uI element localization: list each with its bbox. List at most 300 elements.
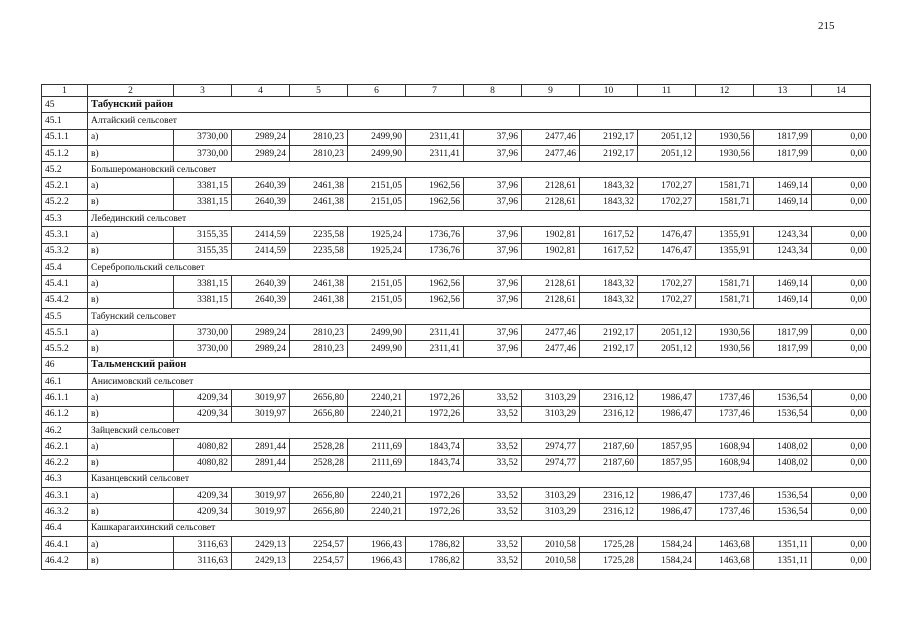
value-cell: 2316,12 [580,390,638,406]
value-cell: 2414,59 [232,243,290,259]
value-cell: 1351,11 [754,537,812,553]
value-cell: 37,96 [464,145,522,161]
value-cell: 3019,97 [232,488,290,504]
value-cell: 1930,56 [696,325,754,341]
value-cell: 1243,34 [754,243,812,259]
value-cell: 1817,99 [754,325,812,341]
value-cell: 2051,12 [638,145,696,161]
value-cell: 1608,94 [696,439,754,455]
row-code: 45.5 [42,308,88,324]
value-cell: 4209,34 [174,488,232,504]
value-cell: 1469,14 [754,194,812,210]
value-cell: 1702,27 [638,276,696,292]
council-row [42,422,871,438]
row-label: а) [88,390,174,406]
column-header-13: 13 [754,85,812,97]
value-cell: 2254,57 [290,537,348,553]
value-cell: 0,00 [812,439,871,455]
row-code: 46.1.2 [42,406,88,422]
table-row [42,276,871,292]
table-row [42,553,871,569]
value-cell: 2499,90 [348,325,406,341]
value-cell: 1581,71 [696,178,754,194]
value-cell: 37,96 [464,178,522,194]
value-cell: 2311,41 [406,129,464,145]
value-cell: 0,00 [812,292,871,308]
value-cell: 2235,58 [290,243,348,259]
council-row [42,113,871,129]
value-cell: 2499,90 [348,145,406,161]
value-cell: 3730,00 [174,325,232,341]
table-row [42,439,871,455]
value-cell: 3103,29 [522,488,580,504]
value-cell: 2810,23 [290,145,348,161]
value-cell: 1786,82 [406,537,464,553]
value-cell: 1972,26 [406,390,464,406]
value-cell: 33,52 [464,537,522,553]
council-row [42,211,871,227]
value-cell: 2316,12 [580,504,638,520]
district-name: Тальменский район [88,357,871,373]
column-header-3: 3 [174,85,232,97]
value-cell: 3019,97 [232,504,290,520]
header-row [42,85,871,97]
value-cell: 0,00 [812,325,871,341]
value-cell: 2477,46 [522,341,580,357]
column-header-7: 7 [406,85,464,97]
value-cell: 33,52 [464,455,522,471]
value-cell: 0,00 [812,341,871,357]
row-label: в) [88,406,174,422]
value-cell: 0,00 [812,276,871,292]
value-cell: 2311,41 [406,325,464,341]
value-cell: 1972,26 [406,406,464,422]
value-cell: 1581,71 [696,292,754,308]
value-cell: 2010,58 [522,553,580,569]
value-cell: 2640,39 [232,276,290,292]
value-cell: 37,96 [464,194,522,210]
value-cell: 1463,68 [696,553,754,569]
value-cell: 1736,76 [406,227,464,243]
value-cell: 2187,60 [580,455,638,471]
value-cell: 2051,12 [638,325,696,341]
value-cell: 1857,95 [638,455,696,471]
value-cell: 1536,54 [754,488,812,504]
council-name: Зайцевский сельсовет [88,422,871,438]
value-cell: 1617,52 [580,243,638,259]
value-cell: 1355,91 [696,243,754,259]
row-label: а) [88,439,174,455]
value-cell: 2810,23 [290,325,348,341]
value-cell: 1817,99 [754,129,812,145]
value-cell: 2128,61 [522,178,580,194]
table-row [42,243,871,259]
value-cell: 2499,90 [348,341,406,357]
row-code: 46.3.1 [42,488,88,504]
value-cell: 1786,82 [406,553,464,569]
value-cell: 1617,52 [580,227,638,243]
council-name: Большеромановский сельсовет [88,162,871,178]
value-cell: 33,52 [464,553,522,569]
value-cell: 1843,74 [406,439,464,455]
row-label: в) [88,292,174,308]
value-cell: 2989,24 [232,145,290,161]
row-code: 46.2 [42,422,88,438]
column-header-1: 1 [42,85,88,97]
row-label: а) [88,178,174,194]
value-cell: 1902,81 [522,227,580,243]
table-row [42,178,871,194]
value-cell: 2316,12 [580,406,638,422]
table-row [42,227,871,243]
value-cell: 2151,05 [348,276,406,292]
table-row [42,390,871,406]
value-cell: 4209,34 [174,406,232,422]
value-cell: 2051,12 [638,341,696,357]
value-cell: 3019,97 [232,390,290,406]
column-header-8: 8 [464,85,522,97]
row-code: 46.3.2 [42,504,88,520]
value-cell: 2477,46 [522,145,580,161]
value-cell: 2656,80 [290,488,348,504]
value-cell: 1408,02 [754,455,812,471]
value-cell: 3103,29 [522,504,580,520]
value-cell: 4080,82 [174,439,232,455]
value-cell: 1857,95 [638,439,696,455]
value-cell: 2151,05 [348,178,406,194]
row-label: а) [88,276,174,292]
value-cell: 1355,91 [696,227,754,243]
row-label: в) [88,455,174,471]
council-name: Лебединский сельсовет [88,211,871,227]
row-code: 45.4.1 [42,276,88,292]
value-cell: 1469,14 [754,178,812,194]
value-cell: 0,00 [812,194,871,210]
value-cell: 0,00 [812,455,871,471]
value-cell: 2151,05 [348,292,406,308]
value-cell: 2477,46 [522,325,580,341]
value-cell: 2989,24 [232,129,290,145]
column-header-5: 5 [290,85,348,97]
council-name: Серебропольский сельсовет [88,259,871,275]
value-cell: 2810,23 [290,129,348,145]
value-cell: 3155,35 [174,243,232,259]
value-cell: 0,00 [812,504,871,520]
column-header-11: 11 [638,85,696,97]
value-cell: 1737,46 [696,488,754,504]
council-name: Кашкарагаихинский сельсовет [88,520,871,536]
value-cell: 2891,44 [232,439,290,455]
value-cell: 0,00 [812,227,871,243]
value-cell: 1986,47 [638,406,696,422]
value-cell: 1925,24 [348,243,406,259]
value-cell: 2235,58 [290,227,348,243]
value-cell: 1930,56 [696,129,754,145]
council-name: Анисимовский сельсовет [88,374,871,390]
column-header-2: 2 [88,85,174,97]
value-cell: 3730,00 [174,129,232,145]
row-code: 45.3.2 [42,243,88,259]
value-cell: 0,00 [812,390,871,406]
value-cell: 0,00 [812,178,871,194]
value-cell: 0,00 [812,553,871,569]
value-cell: 2128,61 [522,276,580,292]
value-cell: 1817,99 [754,341,812,357]
value-cell: 2151,05 [348,194,406,210]
council-name: Казанцевский сельсовет [88,471,871,487]
value-cell: 1817,99 [754,145,812,161]
row-code: 45.4 [42,259,88,275]
value-cell: 37,96 [464,341,522,357]
row-label: в) [88,145,174,161]
value-cell: 1736,76 [406,243,464,259]
value-cell: 2010,58 [522,537,580,553]
council-name: Табунский сельсовет [88,308,871,324]
value-cell: 2656,80 [290,406,348,422]
value-cell: 1581,71 [696,276,754,292]
value-cell: 33,52 [464,390,522,406]
value-cell: 1584,24 [638,553,696,569]
value-cell: 2311,41 [406,341,464,357]
value-cell: 1608,94 [696,455,754,471]
council-row [42,374,871,390]
value-cell: 1843,74 [406,455,464,471]
value-cell: 2477,46 [522,129,580,145]
row-code: 46.2.2 [42,455,88,471]
council-row [42,308,871,324]
row-label: в) [88,553,174,569]
value-cell: 1925,24 [348,227,406,243]
value-cell: 4209,34 [174,390,232,406]
value-cell: 1966,43 [348,553,406,569]
value-cell: 3116,63 [174,553,232,569]
row-code: 45 [42,97,88,113]
value-cell: 2311,41 [406,145,464,161]
value-cell: 1536,54 [754,504,812,520]
value-cell: 1702,27 [638,194,696,210]
row-code: 46.1.1 [42,390,88,406]
value-cell: 2187,60 [580,439,638,455]
value-cell: 1986,47 [638,504,696,520]
row-label: а) [88,129,174,145]
value-cell: 2240,21 [348,504,406,520]
column-header-4: 4 [232,85,290,97]
row-code: 45.3 [42,211,88,227]
value-cell: 1737,46 [696,406,754,422]
table-row [42,292,871,308]
row-code: 45.2.2 [42,194,88,210]
value-cell: 2254,57 [290,553,348,569]
value-cell: 1966,43 [348,537,406,553]
value-cell: 0,00 [812,243,871,259]
value-cell: 3103,29 [522,406,580,422]
value-cell: 2989,24 [232,341,290,357]
value-cell: 1463,68 [696,537,754,553]
value-cell: 37,96 [464,243,522,259]
council-row [42,471,871,487]
value-cell: 2461,38 [290,276,348,292]
row-label: а) [88,488,174,504]
value-cell: 1469,14 [754,276,812,292]
row-code: 46.4.1 [42,537,88,553]
row-label: а) [88,325,174,341]
row-code: 45.5.2 [42,341,88,357]
value-cell: 0,00 [812,129,871,145]
row-code: 46.1 [42,374,88,390]
value-cell: 3381,15 [174,292,232,308]
value-cell: 2111,69 [348,455,406,471]
value-cell: 2128,61 [522,194,580,210]
value-cell: 0,00 [812,145,871,161]
value-cell: 3381,15 [174,276,232,292]
row-code: 45.1.1 [42,129,88,145]
value-cell: 37,96 [464,292,522,308]
table-row [42,341,871,357]
value-cell: 1843,32 [580,276,638,292]
row-label: а) [88,537,174,553]
value-cell: 3155,35 [174,227,232,243]
value-cell: 2192,17 [580,341,638,357]
value-cell: 3103,29 [522,390,580,406]
value-cell: 2891,44 [232,455,290,471]
value-cell: 1930,56 [696,145,754,161]
value-cell: 2192,17 [580,145,638,161]
value-cell: 2461,38 [290,194,348,210]
row-code: 45.2 [42,162,88,178]
value-cell: 2974,77 [522,439,580,455]
value-cell: 4209,34 [174,504,232,520]
row-code: 45.1 [42,113,88,129]
value-cell: 1725,28 [580,553,638,569]
value-cell: 1408,02 [754,439,812,455]
value-cell: 1972,26 [406,504,464,520]
value-cell: 2240,21 [348,488,406,504]
value-cell: 2429,13 [232,537,290,553]
value-cell: 2640,39 [232,194,290,210]
table-row [42,145,871,161]
value-cell: 33,52 [464,406,522,422]
row-code: 45.3.1 [42,227,88,243]
column-header-10: 10 [580,85,638,97]
value-cell: 1843,32 [580,178,638,194]
value-cell: 37,96 [464,276,522,292]
value-cell: 3730,00 [174,145,232,161]
value-cell: 1962,56 [406,178,464,194]
value-cell: 1972,26 [406,488,464,504]
row-label: в) [88,243,174,259]
table-row [42,194,871,210]
value-cell: 2461,38 [290,292,348,308]
value-cell: 2111,69 [348,439,406,455]
row-code: 45.5.1 [42,325,88,341]
value-cell: 2051,12 [638,129,696,145]
value-cell: 1902,81 [522,243,580,259]
value-cell: 2640,39 [232,292,290,308]
value-cell: 33,52 [464,504,522,520]
value-cell: 3019,97 [232,406,290,422]
tariff-table [41,84,871,570]
value-cell: 1737,46 [696,390,754,406]
value-cell: 2192,17 [580,325,638,341]
value-cell: 1536,54 [754,406,812,422]
value-cell: 1476,47 [638,227,696,243]
row-code: 45.2.1 [42,178,88,194]
value-cell: 1476,47 [638,243,696,259]
value-cell: 1986,47 [638,488,696,504]
value-cell: 2429,13 [232,553,290,569]
row-label: в) [88,504,174,520]
value-cell: 33,52 [464,488,522,504]
value-cell: 1843,32 [580,292,638,308]
page-number: 215 [818,20,835,32]
value-cell: 2461,38 [290,178,348,194]
value-cell: 2656,80 [290,390,348,406]
value-cell: 3381,15 [174,194,232,210]
column-header-6: 6 [348,85,406,97]
value-cell: 2640,39 [232,178,290,194]
value-cell: 1702,27 [638,292,696,308]
table-row [42,488,871,504]
value-cell: 37,96 [464,129,522,145]
value-cell: 3116,63 [174,537,232,553]
value-cell: 1243,34 [754,227,812,243]
value-cell: 2240,21 [348,406,406,422]
table-row [42,537,871,553]
column-header-12: 12 [696,85,754,97]
value-cell: 2240,21 [348,390,406,406]
table-row [42,504,871,520]
value-cell: 1962,56 [406,194,464,210]
value-cell: 2989,24 [232,325,290,341]
value-cell: 1581,71 [696,194,754,210]
value-cell: 2974,77 [522,455,580,471]
value-cell: 2528,28 [290,439,348,455]
value-cell: 2414,59 [232,227,290,243]
value-cell: 37,96 [464,227,522,243]
value-cell: 2128,61 [522,292,580,308]
value-cell: 0,00 [812,406,871,422]
value-cell: 2316,12 [580,488,638,504]
value-cell: 2192,17 [580,129,638,145]
row-label: в) [88,341,174,357]
row-code: 46.2.1 [42,439,88,455]
value-cell: 1536,54 [754,390,812,406]
value-cell: 1702,27 [638,178,696,194]
district-row [42,97,871,113]
district-row [42,357,871,373]
row-label: в) [88,194,174,210]
value-cell: 33,52 [464,439,522,455]
column-header-14: 14 [812,85,871,97]
row-code: 45.1.2 [42,145,88,161]
value-cell: 1986,47 [638,390,696,406]
row-code: 46 [42,357,88,373]
table-row [42,406,871,422]
council-row [42,259,871,275]
table-row [42,325,871,341]
value-cell: 2656,80 [290,504,348,520]
value-cell: 2528,28 [290,455,348,471]
value-cell: 1962,56 [406,276,464,292]
value-cell: 1469,14 [754,292,812,308]
value-cell: 0,00 [812,537,871,553]
value-cell: 1351,11 [754,553,812,569]
council-name: Алтайский сельсовет [88,113,871,129]
value-cell: 1737,46 [696,504,754,520]
table-row [42,455,871,471]
value-cell: 3730,00 [174,341,232,357]
council-row [42,162,871,178]
